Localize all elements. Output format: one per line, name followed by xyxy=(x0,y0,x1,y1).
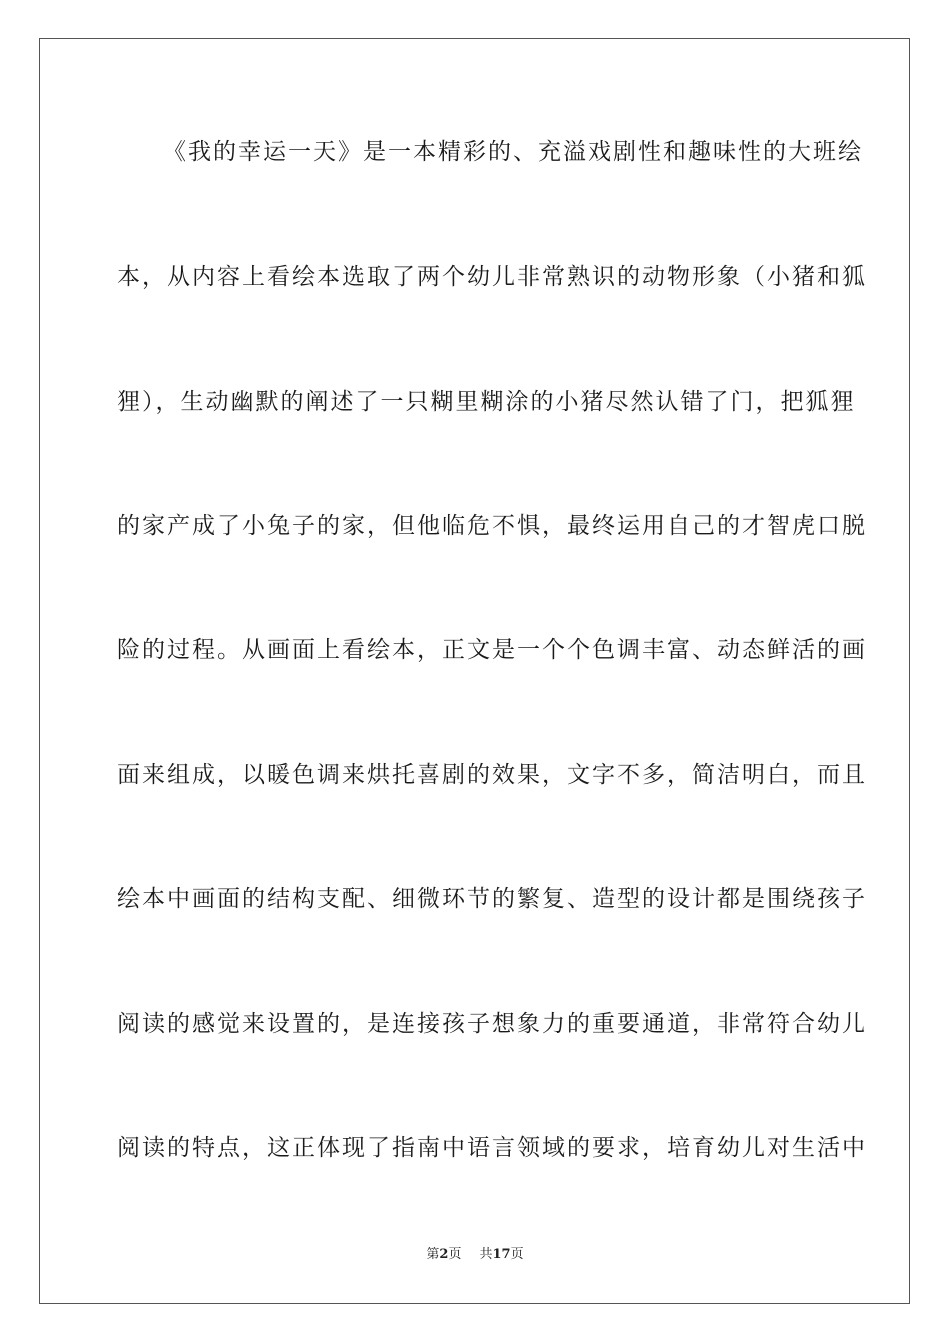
page-border xyxy=(39,38,910,1304)
paragraph-line: 的家产成了小兔子的家，但他临危不惧，最终运用自己的才智虎口脱 xyxy=(117,513,867,539)
page-footer xyxy=(0,1246,950,1264)
total-label-suffix: 页 xyxy=(510,1247,524,1262)
paragraph-line: 面来组成，以暖色调来烘托喜剧的效果，文字不多，简洁明白，而且 xyxy=(117,762,867,788)
page-number: 2 xyxy=(439,1247,449,1262)
page-label-suffix: 页 xyxy=(448,1247,462,1262)
paragraph-line: 狸），生动幽默的阐述了一只糊里糊涂的小猪尽然认错了门，把狐狸 xyxy=(117,389,856,415)
paragraph-line: 本，从内容上看绘本选取了两个幼儿非常熟识的动物形象（小猪和狐 xyxy=(117,264,867,290)
paragraph-line: 绘本中画面的结构支配、细微环节的繁复、造型的设计都是围绕孩子 xyxy=(117,886,867,912)
paragraph-line: 险的过程。从画面上看绘本，正文是一个个色调丰富、动态鲜活的画 xyxy=(117,637,867,663)
total-label-prefix: 共 xyxy=(479,1247,493,1262)
paragraph-line: 《我的幸运一天》是一本精彩的、充溢戏剧性和趣味性的大班绘 xyxy=(163,139,863,165)
paragraph-line: 阅读的感觉来设置的，是连接孩子想象力的重要通道，非常符合幼儿 xyxy=(117,1011,867,1037)
page-label-prefix: 第 xyxy=(426,1247,440,1262)
paragraph-line: 阅读的特点，这正体现了指南中语言领域的要求，培育幼儿对生活中 xyxy=(117,1135,867,1161)
total-pages: 17 xyxy=(492,1247,511,1262)
